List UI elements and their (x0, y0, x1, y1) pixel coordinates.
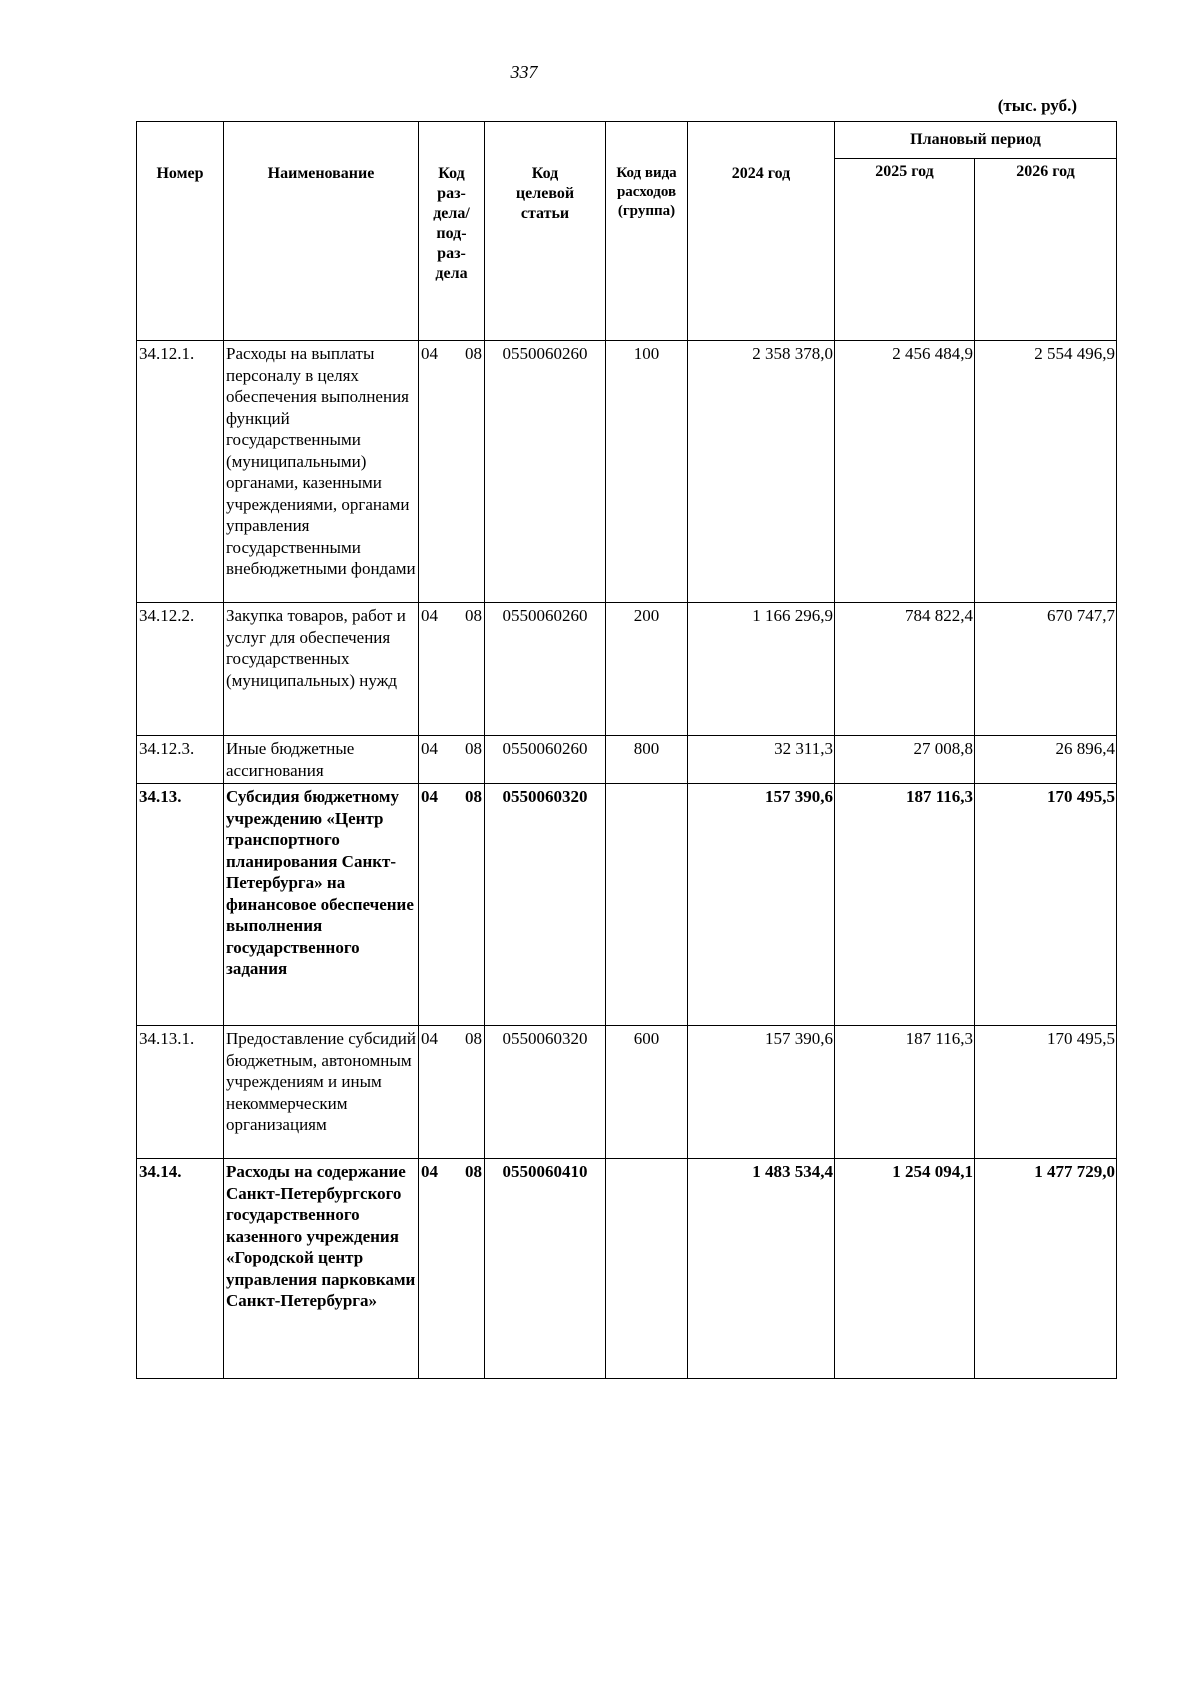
budget-table (136, 121, 1117, 1379)
row-section: 04 (421, 1162, 438, 1181)
row-section: 04 (421, 606, 438, 625)
row-name: Расходы на содержание Санкт-Петербургского государственного казенного учреждения «Городской центр управления парковками Санкт-Петербурга» (224, 1159, 419, 1379)
row-number: 34.12.1. (137, 341, 224, 603)
row-2024: 1 483 534,4 (688, 1159, 835, 1379)
table-row (137, 1159, 1117, 1379)
row-expense-type (606, 784, 688, 1026)
row-2026: 670 747,7 (975, 603, 1117, 736)
row-2024: 2 358 378,0 (688, 341, 835, 603)
row-section: 04 (421, 739, 438, 758)
row-2024: 32 311,3 (688, 736, 835, 784)
row-subsection: 08 (465, 787, 482, 806)
row-section-code (419, 784, 485, 1026)
header-name: Наименование (224, 122, 419, 341)
row-expense-type (606, 1159, 688, 1379)
row-section-code (419, 1026, 485, 1159)
row-2024: 157 390,6 (688, 784, 835, 1026)
row-2025: 1 254 094,1 (835, 1159, 975, 1379)
row-subsection: 08 (465, 344, 482, 363)
row-number: 34.12.3. (137, 736, 224, 784)
row-target-code: 0550060260 (485, 341, 606, 603)
row-number: 34.14. (137, 1159, 224, 1379)
row-target-code: 0550060320 (485, 1026, 606, 1159)
header-number: Номер (137, 122, 224, 341)
row-expense-type: 800 (606, 736, 688, 784)
row-number: 34.12.2. (137, 603, 224, 736)
row-2026: 170 495,5 (975, 784, 1117, 1026)
row-2025: 2 456 484,9 (835, 341, 975, 603)
row-subsection: 08 (465, 1162, 482, 1181)
row-2024: 1 166 296,9 (688, 603, 835, 736)
row-name: Иные бюджетные ассигнования (224, 736, 419, 784)
table-row (137, 603, 1117, 736)
header-2026: 2026 год (975, 159, 1117, 341)
table-row (137, 784, 1117, 1026)
row-section: 04 (421, 1029, 438, 1048)
row-2025: 27 008,8 (835, 736, 975, 784)
row-section-code (419, 1159, 485, 1379)
row-target-code: 0550060320 (485, 784, 606, 1026)
row-target-code: 0550060260 (485, 736, 606, 784)
row-2025: 187 116,3 (835, 1026, 975, 1159)
units-label: (тыс. руб.) (997, 96, 1077, 115)
page-number: 337 (510, 62, 538, 82)
row-name: Расходы на выплаты персоналу в целях обеспечения выполнения функций государственными (муниципальными) органами, казенными учреждениями, органами управления государственными внебюджетными фондами (224, 341, 419, 603)
table-header (137, 122, 1117, 341)
header-2025: 2025 год (835, 159, 975, 341)
row-section: 04 (421, 344, 438, 363)
row-number: 34.13.1. (137, 1026, 224, 1159)
row-subsection: 08 (465, 606, 482, 625)
header-target: Код целевой статьи (485, 122, 606, 341)
row-expense-type: 600 (606, 1026, 688, 1159)
header-planned-period: Плановый период (835, 122, 1117, 159)
header-2024: 2024 год (688, 122, 835, 341)
table-body (137, 341, 1117, 1379)
row-2026: 26 896,4 (975, 736, 1117, 784)
row-subsection: 08 (465, 1029, 482, 1048)
row-name: Предоставление субсидий бюджетным, автономным учреждениям и иным некоммерческим организациям (224, 1026, 419, 1159)
row-section-code (419, 736, 485, 784)
table-row (137, 736, 1117, 784)
row-target-code: 0550060260 (485, 603, 606, 736)
header-expense-type: Код вида расходов (группа) (606, 122, 688, 341)
row-number: 34.13. (137, 784, 224, 1026)
row-section-code (419, 603, 485, 736)
row-name: Закупка товаров, работ и услуг для обеспечения государственных (муниципальных) нужд (224, 603, 419, 736)
row-2026: 2 554 496,9 (975, 341, 1117, 603)
row-expense-type: 200 (606, 603, 688, 736)
row-subsection: 08 (465, 739, 482, 758)
row-2025: 187 116,3 (835, 784, 975, 1026)
row-2026: 1 477 729,0 (975, 1159, 1117, 1379)
row-2025: 784 822,4 (835, 603, 975, 736)
row-target-code: 0550060410 (485, 1159, 606, 1379)
header-section: Код раз-дела/ под-раз-дела (419, 122, 485, 341)
table-row (137, 1026, 1117, 1159)
row-section: 04 (421, 787, 438, 806)
row-name: Субсидия бюджетному учреждению «Центр транспортного планирования Санкт-Петербурга» на финансовое обеспечение выполнения государственного задания (224, 784, 419, 1026)
row-section-code (419, 341, 485, 603)
row-expense-type: 100 (606, 341, 688, 603)
row-2024: 157 390,6 (688, 1026, 835, 1159)
table-row (137, 341, 1117, 603)
row-2026: 170 495,5 (975, 1026, 1117, 1159)
